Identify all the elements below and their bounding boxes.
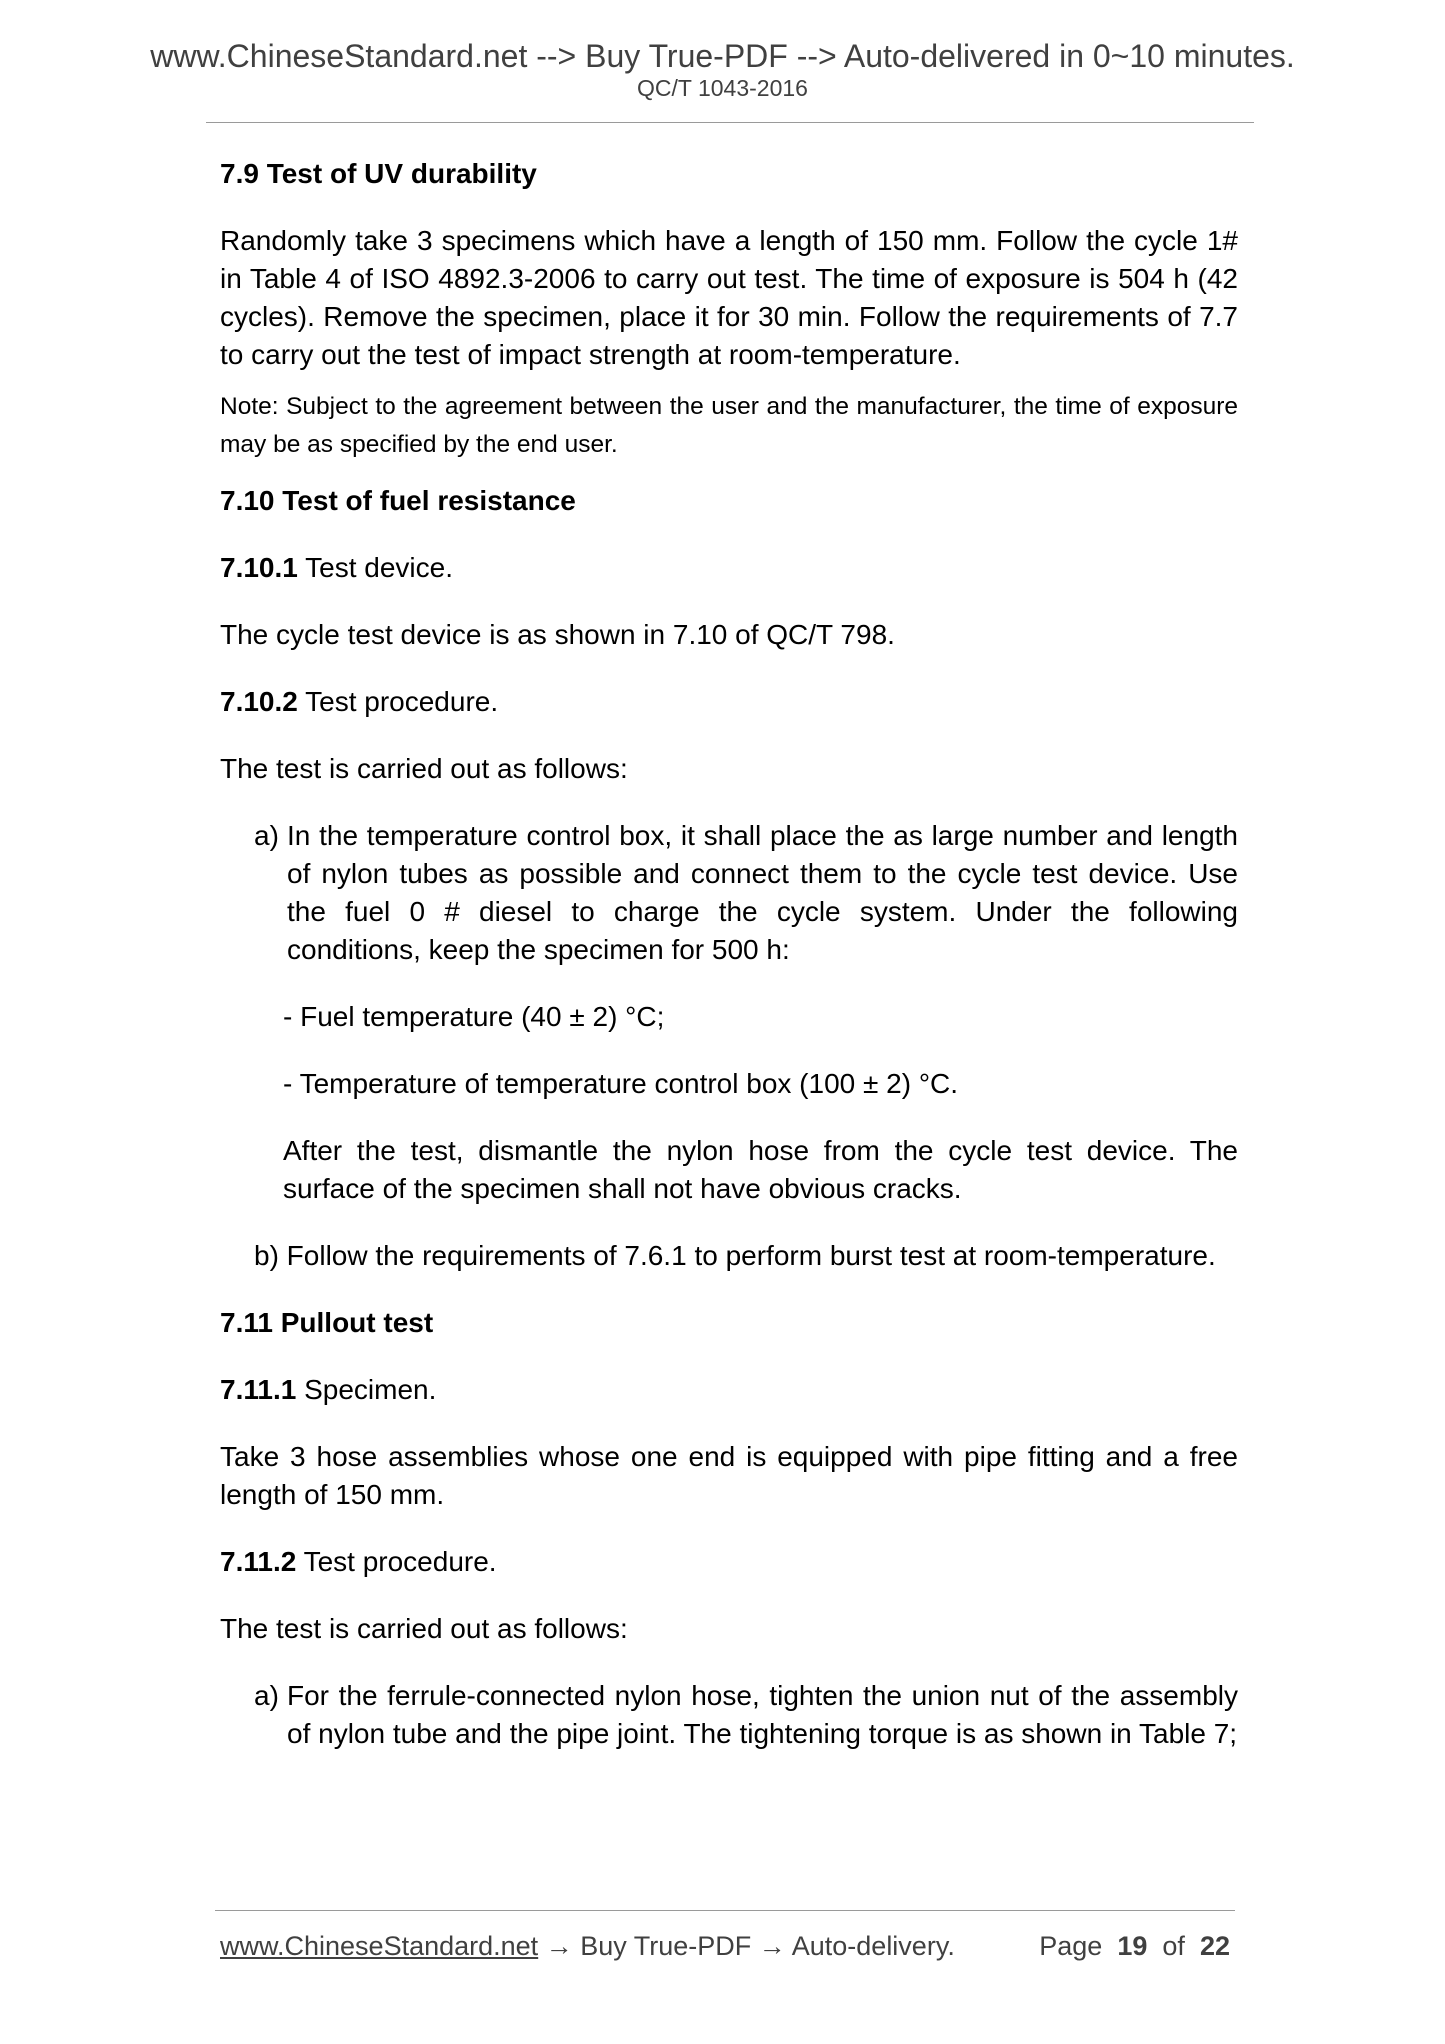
condition-fuel-temperature: - Fuel temperature (40 ± 2) °C; [283, 1001, 665, 1032]
section-7-9-paragraph: Randomly take 3 specimens which have a length of 150 mm. Follow the cycle 1# in Table 4 of ISO 4892.3-2006 to carry out test. The time of exposure is 504 h (42 cycles). Remove the specimen, place it for 30 min. Follow the requirements of 7.7 to carry out the test of impact strength at room-temperature. [220, 225, 1238, 370]
section-heading-7-10: 7.10 Test of fuel resistance [220, 485, 576, 516]
subsection-7-10-2 [220, 683, 1238, 721]
subsection-7-10-1-paragraph: The cycle test device is as shown in 7.10 of QC/T 798. [220, 619, 895, 650]
section-heading-7-11: 7.11 Pullout test [220, 1307, 434, 1338]
subsection-title: Test procedure. [297, 686, 499, 717]
subsection-7-10-2-intro: The test is carried out as follows: [220, 753, 628, 784]
list-item-a [220, 817, 1238, 969]
condition-box-temperature: - Temperature of temperature control box (100 ± 2) °C. [283, 1068, 959, 1099]
subsection-title: Test procedure. [296, 1546, 497, 1577]
list-item-b: b) Follow the requirements of 7.6.1 to perform burst test at room-temperature. [254, 1240, 1216, 1271]
subsection-title: Test device. [297, 552, 453, 583]
subsection-number: 7.10.1 [220, 552, 298, 583]
list-item-label: a) [254, 1680, 279, 1711]
section-7-9-note: Note: Subject to the agreement between the user and the manufacturer, the time of exposure may be as specified by the end user. [220, 393, 1238, 458]
page-content [220, 155, 1238, 1753]
subsection-7-10-1 [220, 549, 1238, 587]
subsection-title: Specimen. [296, 1374, 437, 1405]
list-item-text: For the ferrule-connected nylon hose, tighten the union nut of the assembly of nylon tube and the pipe joint. The tightening torque is as shown in Table 7; [287, 1680, 1238, 1749]
of-word: of [1162, 1931, 1185, 1961]
footer-tagline: → Buy True-PDF → Auto-delivery. [538, 1931, 955, 1961]
page-number: 19 [1117, 1931, 1148, 1961]
footer-divider [215, 1910, 1235, 1911]
header-banner: www.ChineseStandard.net --> Buy True-PDF --> Auto-delivered in 0~10 minutes. [150, 38, 1295, 74]
footer-site-link[interactable]: www.ChineseStandard.net [220, 1931, 539, 1961]
subsection-number: 7.11.2 [220, 1546, 297, 1577]
header-divider [206, 122, 1254, 123]
after-test-paragraph: After the test, dismantle the nylon hose from the cycle test device. The surface of the specimen shall not have obvious cracks. [283, 1135, 1238, 1204]
page-footer [220, 1929, 1235, 1963]
section-heading-7-9: 7.9 Test of UV durability [220, 158, 537, 189]
page-word: Page [1039, 1931, 1103, 1961]
list-item-label: a) [254, 820, 279, 851]
list-item-a [220, 1677, 1238, 1753]
subsection-7-11-1-paragraph: Take 3 hose assemblies whose one end is equipped with pipe fitting and a free length of 150 mm. [220, 1441, 1238, 1510]
page-indicator [1039, 1929, 1230, 1963]
subsection-7-11-1 [220, 1371, 1238, 1409]
subsection-7-11-2-intro: The test is carried out as follows: [220, 1613, 628, 1644]
document-id: QC/T 1043-2016 [637, 75, 808, 101]
list-item-text: In the temperature control box, it shall place the as large number and length of nylon tubes as possible and connect them to the cycle test device. Use the fuel 0 # diesel to charge the cycle system. Under the following conditions, keep the specimen for 500 h: [287, 820, 1238, 965]
page-total: 22 [1199, 1931, 1230, 1961]
subsection-7-11-2 [220, 1543, 1238, 1581]
subsection-number: 7.10.2 [220, 686, 298, 717]
subsection-number: 7.11.1 [220, 1374, 297, 1405]
